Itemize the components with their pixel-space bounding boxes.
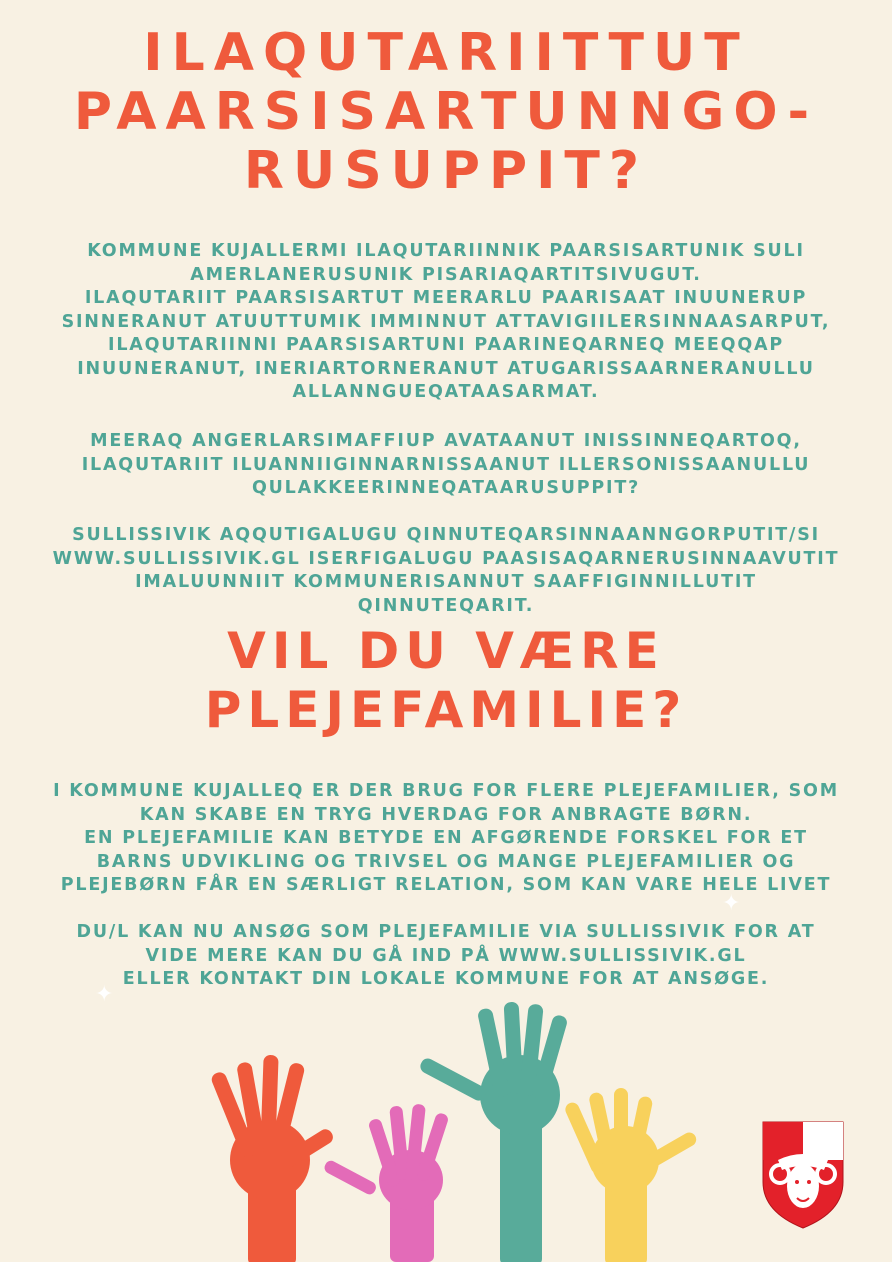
- text-line: ELLER KONTAKT DIN LOKALE KOMMUNE FOR AT ANSØGE.: [122, 969, 770, 989]
- kl-paragraph-question: [20, 430, 872, 501]
- coat-of-arms-ram-icon: [760, 1120, 846, 1230]
- sparkle-icon: ✦: [95, 982, 114, 1007]
- text-line: MEERAQ ANGERLARSIMAFFIUP AVATAANUT INISSINNEQARTOQ,: [90, 431, 802, 451]
- text-line: ILAQUTARIIT PAARSISARTUT MEERARLU PAARISAAT INUUNERUP: [84, 288, 808, 308]
- text-line: I KOMMUNE KUJALLEQ ER DER BRUG FOR FLERE PLEJEFAMILIER, SOM: [53, 781, 839, 801]
- text-line: BARNS UDVIKLING OG TRIVSEL OG MANGE PLEJEFAMILIER OG: [96, 851, 796, 872]
- text-line: ILAQUTARIIT ILUANNIIGINNARNISSAANUT ILLERSONISSAANULLU: [81, 454, 811, 475]
- text-line: SINNERANUT ATUUTTUMIK IMMINNUT ATTAVIGIILERSINNAASARPUT,: [61, 311, 831, 332]
- text-line: QULAKKEERINNEQATAARUSUPPIT?: [251, 478, 641, 498]
- raised-hands-illustration: [200, 1000, 700, 1262]
- kalaallisut-title: [0, 24, 892, 201]
- text-line: INUUNERANUT, INERIARTORNERANUT ATUGARISSAARNERANULLU: [77, 358, 815, 379]
- text-line: SULLISSIVIK AQQUTIGALUGU QINNUTEQARSINNAANNGORPUTIT/SI: [72, 525, 820, 545]
- pink-hand-icon: [322, 1104, 449, 1262]
- sparkle-icon: ✦: [722, 891, 741, 916]
- danish-title: [0, 622, 892, 740]
- title-line: PLEJEFAMILIE?: [204, 681, 688, 739]
- text-line: QINNUTEQARIT.: [357, 595, 535, 616]
- text-line: KAN SKABE EN TRYG HVERDAG FOR ANBRAGTE BØRN.: [139, 804, 753, 825]
- text-line: KOMMUNE KUJALLERMI ILAQUTARIINNIK PAARSISARTUNIK SULI: [87, 241, 805, 261]
- text-line: WWW.SULLISSIVIK.GL ISERFIGALUGU PAASISAQARNERUSINNAAVUTIT: [52, 548, 840, 569]
- text-line: VIDE MERE KAN DU GÅ IND PÅ WWW.SULLISSIVIK.GL: [145, 945, 747, 966]
- text-line: ALLANNGUEQATAASARMAT.: [292, 382, 600, 402]
- kl-paragraph-apply: [20, 524, 872, 618]
- title-line: ILAQUTARIITTUT: [143, 23, 749, 83]
- text-line: EN PLEJEFAMILIE KAN BETYDE EN AFGØRENDE FORSKEL FOR ET: [84, 828, 808, 848]
- da-paragraph-need: [20, 780, 872, 898]
- yellow-hand-icon: [563, 1088, 699, 1262]
- title-line: PAARSISARTUNNGO-: [73, 82, 819, 142]
- orange-hand-icon: [210, 1055, 336, 1262]
- text-line: ILAQUTARIINNI PAARSISARTUNI PAARINEQARNEQ MEEQQAP: [108, 335, 784, 355]
- da-paragraph-apply: [20, 921, 872, 992]
- text-line: AMERLANERUSUNIK PISARIAQARTITSIVUGUT.: [190, 264, 702, 285]
- title-line: VIL DU VÆRE: [227, 622, 665, 680]
- kl-paragraph-need: [20, 240, 872, 405]
- title-line: RUSUPPIT?: [243, 141, 649, 201]
- text-line: PLEJEBØRN FÅR EN SÆRLIGT RELATION, SOM KAN VARE HELE LIVET: [60, 875, 832, 895]
- text-line: DU/L KAN NU ANSØG SOM PLEJEFAMILIE VIA SULLISSIVIK FOR AT: [76, 922, 816, 942]
- text-line: IMALUUNNIIT KOMMUNERISANNUT SAAFFIGINNILLUTIT: [135, 572, 757, 592]
